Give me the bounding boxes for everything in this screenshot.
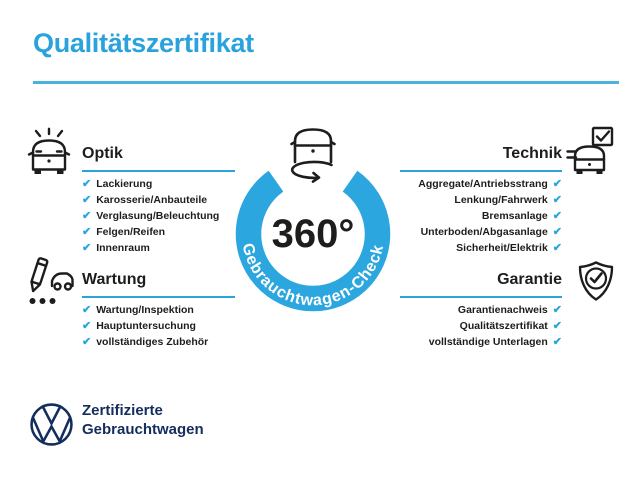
item-label: Qualitätszertifikat — [459, 320, 548, 332]
item-label: Karosserie/Anbauteile — [96, 194, 208, 206]
check-item — [82, 305, 208, 316]
item-label: Lackierung — [96, 178, 153, 190]
car-checkbox-icon — [566, 126, 614, 175]
item-label: Innenraum — [96, 242, 150, 254]
check-icon: ✔ — [552, 194, 562, 206]
item-label: Wartung/Inspektion — [96, 304, 194, 316]
section-title-wartung: Wartung — [82, 271, 147, 288]
check-icon: ✔ — [552, 304, 562, 316]
footer-brand-text — [82, 401, 204, 439]
check-item — [82, 211, 219, 222]
check-icon: ✔ — [82, 210, 92, 222]
item-label: Garantienachweis — [457, 304, 548, 316]
item-label: Sicherheit/Elektrik — [456, 242, 548, 254]
check-icon: ✔ — [82, 304, 92, 316]
check-icon: ✔ — [82, 336, 92, 348]
check-item — [460, 321, 562, 332]
item-label: Lenkung/Fahrwerk — [454, 194, 548, 206]
item-label: vollständige Unterlagen — [428, 336, 548, 348]
car-front-sparkle-icon — [26, 127, 72, 176]
item-label: vollständiges Zubehör — [96, 336, 209, 348]
check-item — [454, 195, 562, 206]
service-pen-car-icon — [25, 257, 75, 307]
optik-underline — [82, 170, 235, 172]
section-title-garantie: Garantie — [497, 271, 562, 288]
check-icon: ✔ — [552, 226, 562, 238]
footer-line2: Gebrauchtwagen — [82, 421, 204, 438]
check-item — [82, 337, 208, 348]
check-icon: ✔ — [82, 320, 92, 332]
item-label: Verglasung/Beleuchtung — [96, 210, 220, 222]
item-label: Bremsanlage — [481, 210, 548, 222]
check-icon: ✔ — [552, 178, 562, 190]
check-item — [421, 227, 562, 238]
title-divider — [33, 81, 619, 84]
check-icon: ✔ — [82, 242, 92, 254]
ring-label: Gebrauchtwagen-Check — [238, 241, 387, 310]
wartung-underline — [82, 296, 235, 298]
check-icon: ✔ — [552, 210, 562, 222]
section-title-technik: Technik — [502, 145, 562, 162]
check-icon: ✔ — [82, 226, 92, 238]
item-label: Aggregate/Antriebsstrang — [418, 178, 548, 190]
check-icon: ✔ — [82, 178, 92, 190]
check-item — [82, 243, 219, 254]
check-item — [418, 179, 562, 190]
footer-line1: Zertifizierte — [82, 402, 163, 419]
technik-underline — [400, 170, 562, 172]
item-label: Felgen/Reifen — [96, 226, 166, 238]
wartung-item-list — [82, 305, 208, 348]
shield-check-icon — [577, 260, 615, 303]
car-rotate-icon — [292, 130, 335, 182]
item-label: Hauptuntersuchung — [96, 320, 196, 332]
check-icon: ✔ — [552, 320, 562, 332]
ring-360-graphic — [226, 116, 404, 320]
check-icon: ✔ — [82, 194, 92, 206]
check-item — [458, 305, 562, 316]
section-title-optik: Optik — [82, 145, 123, 162]
garantie-underline — [400, 296, 562, 298]
check-icon: ✔ — [552, 242, 562, 254]
vw-logo-icon — [29, 402, 74, 447]
check-item — [482, 211, 562, 222]
check-item — [82, 195, 219, 206]
check-item — [82, 321, 208, 332]
degree-label: 360° — [271, 212, 355, 256]
check-item — [82, 179, 219, 190]
check-item — [429, 337, 562, 348]
page-title: Qualitätszertifikat — [33, 28, 254, 58]
item-label: Unterboden/Abgasanlage — [420, 226, 548, 238]
check-item — [82, 227, 219, 238]
check-icon: ✔ — [552, 336, 562, 348]
optik-item-list — [82, 179, 219, 254]
check-item — [456, 243, 562, 254]
